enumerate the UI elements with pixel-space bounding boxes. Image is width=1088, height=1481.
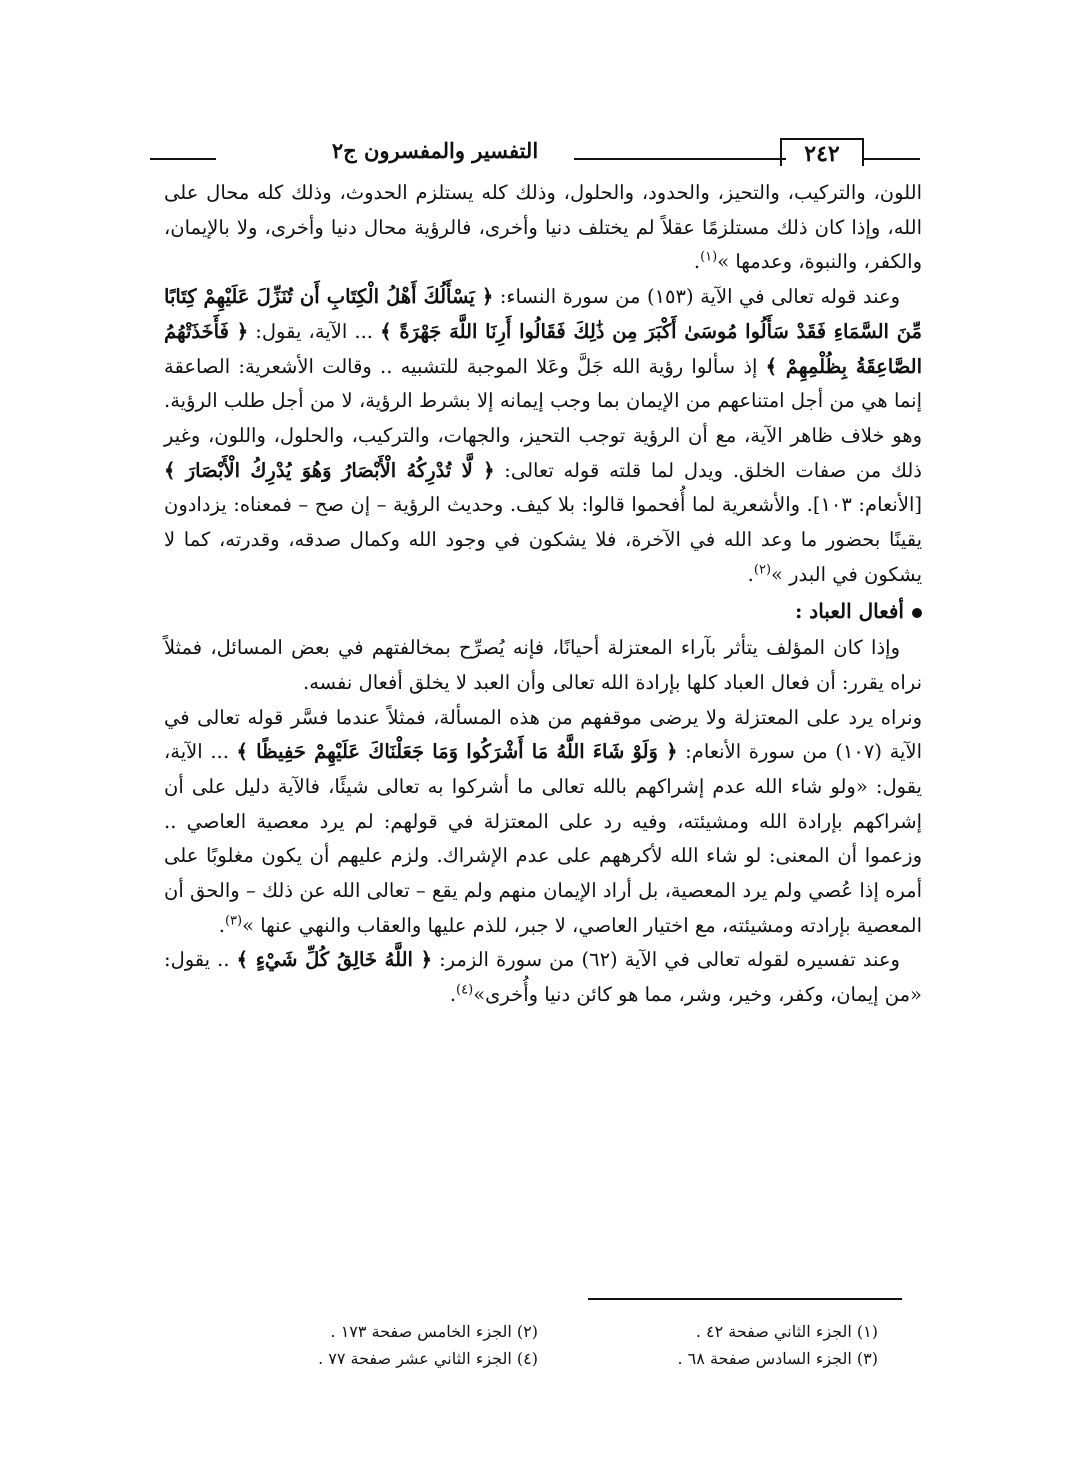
paragraph-3 <box>164 631 922 700</box>
page-header <box>150 136 920 168</box>
bullet-icon <box>912 608 922 618</box>
paragraph-text: [الأنعام: ١٠٣]. والأشعرية لما أُفحموا قالوا: بلا كيف. وحديث الرؤية – إن صح – فمعناه: يزدادون يقينًا بحضور ما وعد الله في الآخرة، فلا يشكون في وجود الله وكمال صدقه، وقدرته، كما لا يشكون في البدر » <box>164 493 922 586</box>
paragraph-text: وعند تفسيره لقوله تعالى في الآية (٦٢) من سورة الزمر: <box>432 948 900 972</box>
footnote-ref-3: (٣) <box>224 913 243 929</box>
footnote-3: (٣) الجزء السادس صفحة ٦٨ . <box>677 1349 878 1368</box>
header-rule-right <box>862 158 920 160</box>
footnotes <box>238 1318 878 1372</box>
header-rule-left <box>150 158 216 160</box>
footnote-separator <box>588 1298 902 1300</box>
section-title: أفعال العباد : <box>794 599 904 624</box>
footnote-1: (١) الجزء الثاني صفحة ٤٢ . <box>695 1322 878 1341</box>
quran-verse: ﴿ فَأَخَذَتْهُمُ الصَّاعِقَةُ بِظُلْمِهِمْ ﴾ <box>164 319 922 378</box>
header-rule-middle <box>574 158 786 160</box>
footnote-ref-4: (٤) <box>456 982 474 998</box>
running-title: التفسير والمفسرون ج٢ <box>331 138 539 163</box>
footnote-ref-1: (١) <box>700 249 718 265</box>
quran-verse: ﴿ يَسْأَلُكَ أَهْلُ الْكِتَابِ أَن تُنَزِّلَ عَلَيْهِمْ كِتَابًا مِّنَ السَّمَاءِ فَقَدْ سَأَلُوا مُوسَىٰ أَكْبَرَ مِن ذَٰلِكَ فَقَالُوا أَرِنَا اللَّهَ جَهْرَةً ﴾ <box>164 285 922 343</box>
paragraph-text: وعند قوله تعالى في الآية (١٥٣) من سورة النساء: <box>493 285 901 309</box>
paragraph-text: اللون، والتركيب، والتحيز، والحدود، والحلول، وذلك كله يستلزم الحدوث، وذلك كله محال على الله، وإذا كان ذلك مستلزمًا عقلاً لم يختلف دنيا وأخرى، فالرؤية محال دنيا وأخرى، ولا بالإيمان، والكفر، والنبوة، وعدمها » <box>164 181 922 274</box>
footnote-4: (٤) الجزء الثاني عشر صفحة ٧٧ . <box>318 1349 538 1368</box>
page-number: ٢٤٢ <box>780 138 864 166</box>
paragraph-4: ونراه يرد على المعتزلة ولا يرضى موقفهم من هذه المسألة، فمثلاً عندما فسَّر قوله تعالى في الآية (١٠٧) من سورة الأنعام: ﴿ وَلَوْ شَاءَ اللَّهُ مَا أَشْرَكُوا وَمَا جَعَلْنَاكَ عَلَيْهِمْ حَفِيظًا ﴾ ... الآية، يقول: «ولو شاء الله عدم إشراكهم بالله تعالى ما أشركوا به تعالى شيئًا، فالآية دليل على أن إشراكهم بإرادة الله ومشيئته، وفيه رد على المعتزلة في قولهم: لم يرد معصية العاصي .. وزعموا أن المعنى: لو شاء الله لأكرههم على عدم الإشراك. ولزم عليهم أن يكون مغلوبًا على أمره إذا عُصي ولم يرد المعصية، بل أراد الإيمان منهم ولم يقع – تعالى الله عن ذلك – والحق أن المعصية بإرادته ومشيئته، مع اختيار العاصي، لا جبر، للذم عليها والعقاب والنهي عنها »$^{(٣)}$. <box>164 705 922 937</box>
section-heading <box>164 594 922 629</box>
body-text <box>164 176 922 1013</box>
paragraph-text: . <box>449 983 457 1007</box>
quran-verse: ﴿ لَّا تُدْرِكُهُ الْأَبْصَارُ وَهُوَ يُدْرِكُ الْأَبْصَارَ ﴾ <box>164 458 495 482</box>
paragraph-1: اللون، والتركيب، والتحيز، والحدود، والحلول، وذلك كله يستلزم الحدوث، وذلك كله محال على الله، وإذا كان ذلك مستلزمًا عقلاً لم يختلف دنيا وأخرى، فالرؤية محال دنيا وأخرى، ولا بالإيمان، والكفر، والنبوة، وعدمها »$^{(١)}$. <box>164 181 922 274</box>
quran-verse: ﴿ اللَّهُ خَالِقُ كُلِّ شَيْءٍ ﴾ <box>236 948 433 972</box>
paragraph-5 <box>164 943 922 1012</box>
footnote-2: (٢) الجزء الخامس صفحة ١٧٣ . <box>330 1322 538 1341</box>
paragraph-text: .. يقول: «من إيمان، وكفر، وخير، وشر، مما هو كائن دنيا وأُخرى» <box>164 948 922 1007</box>
footnote-ref-2: (٢) <box>753 562 772 578</box>
paragraph-text: إذ سألوا رؤية الله جَلَّ وعَلا الموجبة للتشبيه .. وقالت الأشعرية: الصاعقة إنما هي من أجل امتناعهم من الإيمان بما وجب إيمانه إلا بشرط الرؤية، لا من أجل طلب الرؤية. وهو خلاف ظاهر الآية، مع أن الرؤية توجب التحيز، والجهات، والتركيب، والحلول، واللون، وغير ذلك من صفات الخلق. ويدل لما قلته قوله تعالى: <box>164 354 922 482</box>
paragraph-text: ... الآية، يقول: «ولو شاء الله عدم إشراكهم بالله تعالى ما أشركوا به تعالى شيئًا، فالآية دليل على أن إشراكهم بإرادة الله ومشيئته، وفيه رد على المعتزلة في قولهم: لم يرد معصية العاصي .. وزعموا أن المعنى: لو شاء الله لأكرههم على عدم الإشراك. ولزم عليهم أن يكون مغلوبًا على أمره إذا عُصي ولم يرد المعصية، بل أراد الإيمان منهم ولم يقع – تعالى الله عن ذلك – والحق أن المعصية بإرادته ومشيئته، مع اختيار العاصي، لا جبر، للذم عليها والعقاب والنهي عنها » <box>164 740 922 937</box>
quran-verse: ﴿ وَلَوْ شَاءَ اللَّهُ مَا أَشْرَكُوا وَمَا جَعَلْنَاكَ عَلَيْهِمْ حَفِيظًا ﴾ <box>236 740 678 764</box>
paragraph-text: ... الآية، يقول: <box>248 319 381 343</box>
paragraph-text: ونراه يرد على المعتزلة ولا يرضى موقفهم من هذه المسألة، فمثلاً عندما فسَّر قوله تعالى في الآية (١٠٧) من سورة الأنعام: <box>164 705 922 764</box>
paragraph-2: وعند قوله تعالى في الآية (١٥٣) من سورة النساء: ﴿ يَسْأَلُكَ أَهْلُ الْكِتَابِ أَن تُنَزِّلَ عَلَيْهِمْ كِتَابًا مِّنَ السَّمَاءِ فَقَدْ سَأَلُوا مُوسَىٰ أَكْبَرَ مِن ذَٰلِكَ فَقَالُوا أَرِنَا اللَّهَ جَهْرَةً ﴾ ... الآية، يقول: ﴿ فَأَخَذَتْهُمُ الصَّاعِقَةُ بِظُلْمِهِمْ ﴾ إذ سألوا رؤية الله جَلَّ وعَلا الموجبة للتشبيه .. وقالت الأشعرية: الصاعقة إنما هي من أجل امتناعهم من الإيمان بما وجب إيمانه إلا بشرط الرؤية، لا من أجل طلب الرؤية. وهو خلاف ظاهر الآية، مع أن الرؤية توجب التحيز، والجهات، والتركيب، والحلول، واللون، وغير ذلك من صفات الخلق. ويدل لما قلته قوله تعالى: ﴿ لَّا تُدْرِكُهُ الْأَبْصَارُ وَهُوَ يُدْرِكُ الْأَبْصَارَ ﴾ [الأنعام: ١٠٣]. والأشعرية لما أُفحموا قالوا: بلا كيف. وحديث الرؤية – إن صح – فمعناه: يزدادون يقينًا بحضور ما وعد الله في الآخرة، فلا يشكون في وجود الله وكمال صدقه، وقدرته، كما لا يشكون في البدر »$^{(٢)}$. <box>164 285 922 586</box>
paragraph-text: وإذا كان المؤلف يتأثر بآراء المعتزلة أحيانًا، فإنه يُصرِّح بمخالفتهم في بعض المسائل، فمثلاً نراه يقرر: أن فعال العباد كلها بإرادة الله تعالى وأن العبد لا يخلق أفعال نفسه. <box>164 636 922 694</box>
